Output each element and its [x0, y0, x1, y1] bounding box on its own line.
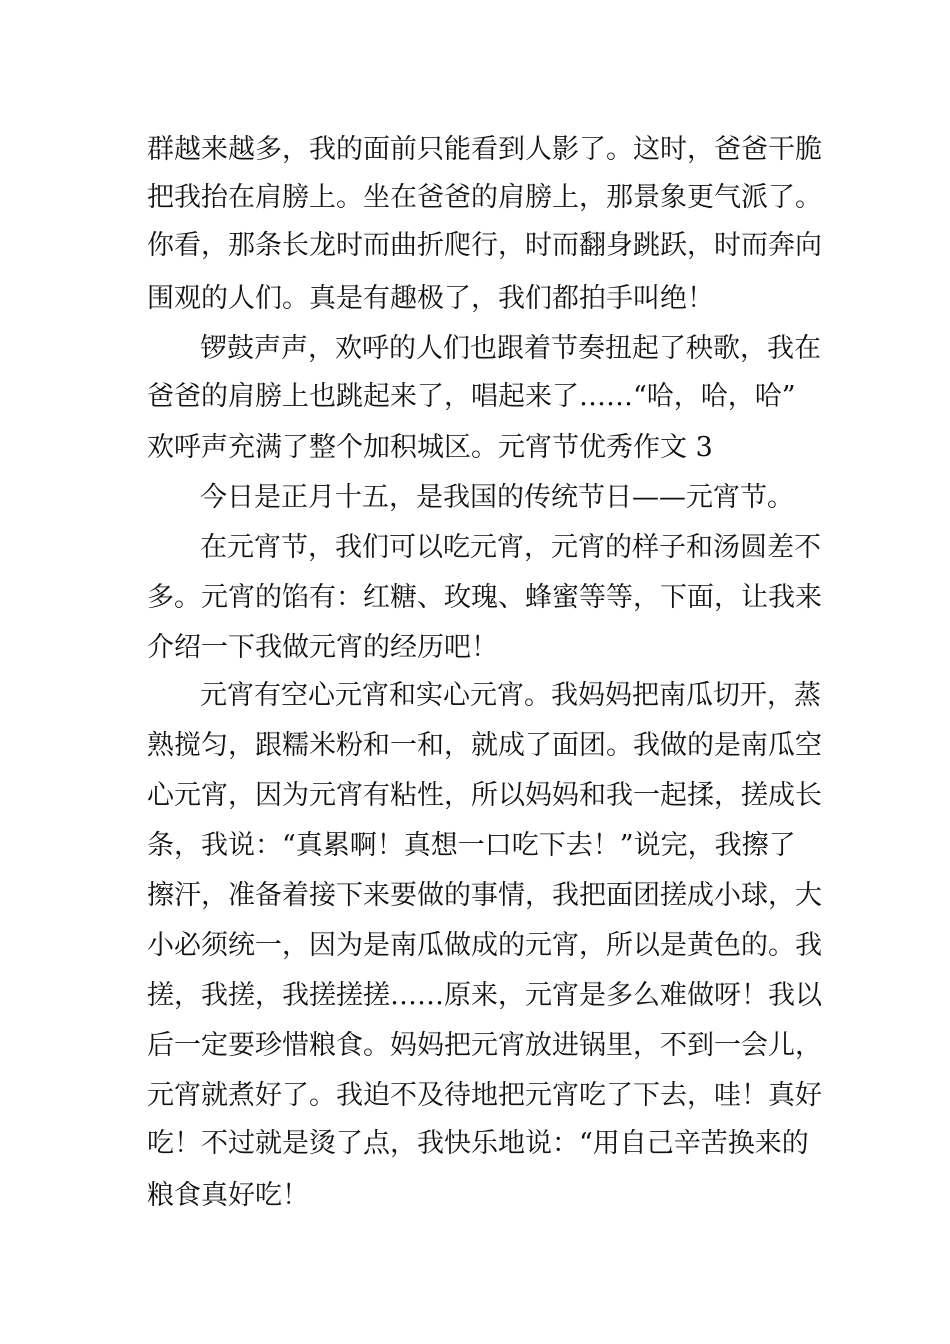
text-line: 搓，我搓，我搓搓搓……原来，元宵是多么难做呀！我以	[147, 980, 822, 1011]
text-line: 元宵就煮好了。我迫不及待地把元宵吃了下去，哇！真好	[147, 1080, 822, 1111]
text-line: 吃！不过就是烫了点，我快乐地说：“用自己辛苦换来的	[147, 1128, 809, 1159]
text-line: 欢呼声充满了整个加积城区。元宵节优秀作文 3	[147, 432, 713, 463]
text-line: 后一定要珍惜粮食。妈妈把元宵放进锅里，不到一会儿，	[147, 1030, 822, 1061]
text-line: 把我抬在肩膀上。坐在爸爸的肩膀上，那景象更气派了。	[147, 182, 822, 213]
text-line: 今日是正月十五，是我国的传统节日——元宵节。	[200, 482, 794, 513]
text-line: 介绍一下我做元宵的经历吧！	[147, 632, 498, 663]
text-line: 心元宵，因为元宵有粘性，所以妈妈和我一起揉，搓成长	[147, 780, 822, 811]
text-line: 熟搅匀，跟糯米粉和一和，就成了面团。我做的是南瓜空	[147, 730, 822, 761]
text-line: 在元宵节，我们可以吃元宵，元宵的样子和汤圆差不	[200, 532, 821, 563]
text-line: 粮食真好吃！	[147, 1180, 309, 1211]
text-line: 擦汗，准备着接下来要做的事情，我把面团搓成小球，大	[147, 880, 822, 911]
text-line: 多。元宵的馅有：红糖、玫瑰、蜂蜜等等，下面，让我来	[147, 582, 822, 613]
text-line: 群越来越多，我的面前只能看到人影了。这时，爸爸干脆	[147, 134, 822, 165]
text-line: 围观的人们。真是有趣极了，我们都拍手叫绝！	[147, 283, 714, 314]
text-line: 爸爸的肩膀上也跳起来了，唱起来了……“哈，哈，哈”	[147, 381, 796, 412]
text-line: 条，我说：“真累啊！真想一口吃下去！”说完，我擦了	[147, 830, 796, 861]
text-line: 元宵有空心元宵和实心元宵。我妈妈把南瓜切开，蒸	[200, 680, 821, 711]
text-line: 小必须统一，因为是南瓜做成的元宵，所以是黄色的。我	[147, 930, 822, 961]
text-line: 锣鼓声声，欢呼的人们也跟着节奏扭起了秧歌，我在	[200, 333, 821, 364]
text-line: 你看，那条长龙时而曲折爬行，时而翻身跳跃，时而奔向	[147, 230, 822, 261]
